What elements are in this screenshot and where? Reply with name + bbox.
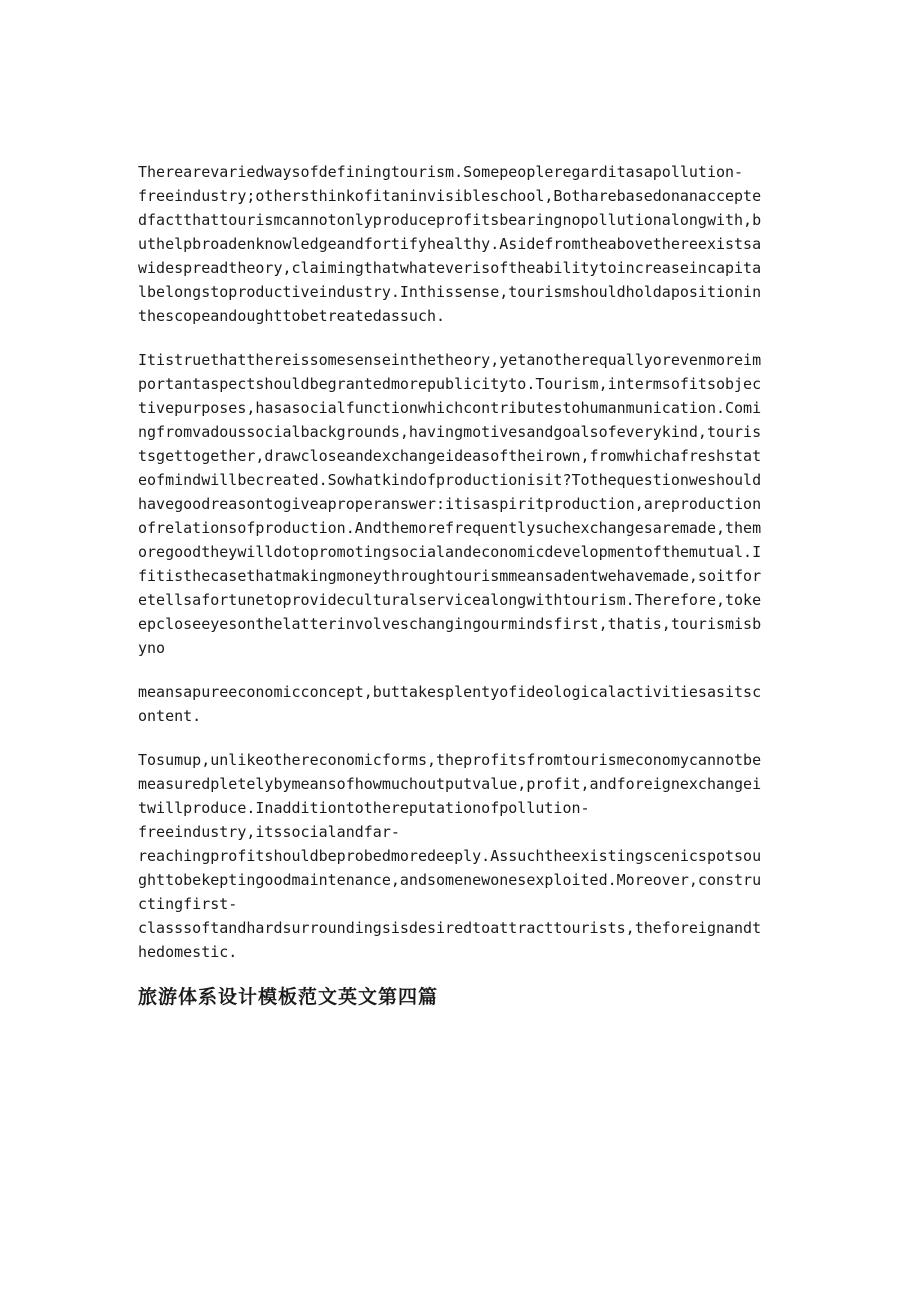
paragraph-economic-concept: meansapureeconomicconcept,buttakesplentyofideologicalactivitiesasitsc ontent. [138,683,762,725]
section-heading: 旅游体系设计模板范文英文第四篇 [138,986,439,1008]
paragraph-gap [138,964,780,984]
paragraph-social-function: Itistruethatthereissomesenseinthetheory,yetanotherequallyorevenmoreim portantaspectshouldbegrantedmorepublicityto.Tourism,intermsofitsobjec tivepurposes,hasasocialfunctionwhichcontributestohumanmunication.Comi ngfromvadoussocialbackgrounds,havingmotivesandgoalsofeverykind,touris tsgettogether,drawcloseandexchangeideasoftheirown,fromwhichafreshstat eofmindwillbecreated.Sowhatkindofproductionisit?Tothequestionweshould havegoodreasontogiveaproperanswer:itisaspiritproduction,areproduction ofrelationsofproduction.Andthemorefrequentlysuchexchangesaremade,them oregoodtheywilldotopromotingsocialandeconomicdevelopmentofthemutual.I fitisthecasethatmakingmoneythroughtourismmeansadentwehavemade,soitfor etellsafortunetoprovideculturalservicealongwithtourism.Therefore,toke epcloseeyesonthelatterinvolveschangingourmindsfirst,thatis,tourismisb yno [138,351,762,657]
document-page [138,160,780,1010]
paragraph-gap [138,728,780,748]
paragraph-gap [138,328,780,348]
paragraph-summary: Tosumup,unlikeothereconomicforms,theprofitsfromtourismeconomycannotbe measuredpletelybymeansofhowmuchoutputvalue,profit,andforeignexchangei twillproduce.Inadditiontothereputationofpollution- freeindustry,itssocialandfar- reachingprofitshouldbeprobedmoredeeply.Assuchtheexistingscenicspotsou ghttobekeptingoodmaintenance,andsomenewonesexploited.Moreover,constru ctingfirst- classsoftandhardsurroundingsisdesiredtoattracttourists,theforeignandt hedomestic. [138,751,762,961]
paragraph-defining-tourism: Therearevariedwaysofdefiningtourism.Somepeopleregarditasapollution- freeindustry;othersthinkofitaninvisibleschool,Botharebasedonanaccepte dfactthattourismcannotonlyproduceprofitsbearingnopollutionalongwith,b uthelpbroadenknowledgeandfortifyhealthy.Asidefromtheabovethereexistsa widespreadtheory,claimingthatwhateverisoftheabilitytoincreaseincapita lbelongstoproductiveindustry.Inthissense,tourismshouldholdapositionin thescopeandoughttobetreatedassuch. [138,163,762,325]
paragraph-gap [138,660,780,680]
